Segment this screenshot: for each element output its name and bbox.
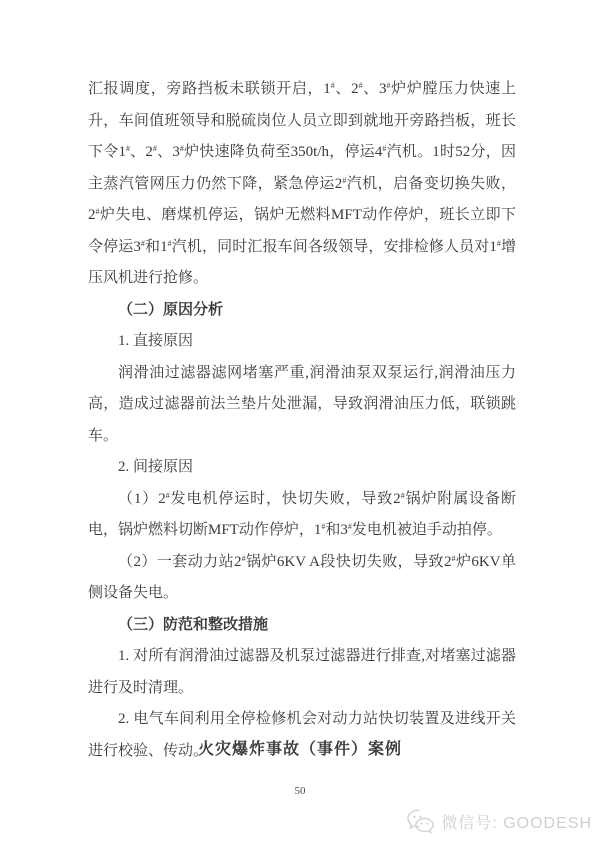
watermark-label: 微信号: GOODESH: [441, 814, 592, 832]
paragraph: 2. 电气车间利用全停检修机会对动力站快切装置及进线开关进行校验、传动。: [88, 711, 516, 759]
paragraph: （2）一套动力站2#锅炉6KV A段快切失败，导致2#炉6KV单侧设备失电。: [88, 553, 516, 601]
wechat-icon: [405, 808, 437, 834]
footer-section-title: 火灾爆炸事故（事件）案例: [197, 741, 402, 758]
document-body: [88, 74, 516, 767]
watermark: [405, 808, 592, 834]
sub-heading: 1. 直接原因: [118, 333, 194, 349]
paragraph: （1）2#发电机停运时，快切失败，导致2#锅炉附属设备断电，锅炉燃料切断MFT动作停炉，1#和3#发电机被迫手动拍停。: [88, 490, 516, 538]
section-heading: （二）原因分析: [118, 301, 224, 318]
paragraph: 1. 对所有润滑油过滤器及机泵过滤器进行排查,对堵塞过滤器进行及时清理。: [88, 648, 516, 696]
paragraph: 汇报调度，旁路挡板未联锁开启，1#、2#、3#炉炉膛压力快速上升，车间值班领导和脱硫岗位人员立即到就地开旁路挡板，班长下令1#、2#、3#炉快速降负荷至350t/h，停运4#汽机。1时52分，因主蒸汽管网压力仍然下降，紧急停运2#汽机，启备变切换失败，2#炉失电、磨煤机停运，锅炉无燃料MFT动作停炉，班长立即下令停运3#和1#汽机，同时汇报车间各级领导，安排检修人员对1#增压风机进行抢修。: [88, 81, 516, 286]
paragraph: 润滑油过滤器滤网堵塞严重,润滑油泵双泵运行,润滑油压力高，造成过滤器前法兰垫片处泄漏，导致润滑油压力低，联锁跳车。: [88, 364, 516, 444]
sub-heading: 2. 间接原因: [118, 459, 194, 475]
section-heading: （三）防范和整改措施: [118, 616, 269, 633]
page-number: 50: [294, 785, 306, 797]
